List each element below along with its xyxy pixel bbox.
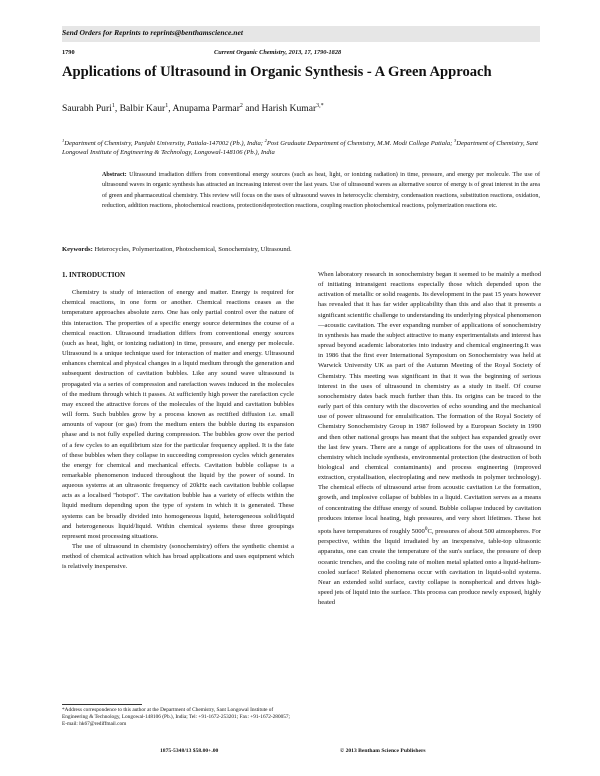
intro-paragraph-1: Chemistry is study of interaction of energy and matter. Energy is required for chemical reactions, in one form or another. Chemical reactions ceases as the temperature approaches absolute zero. One has only partial control over the nature of this interaction. The properties of a specific energy source determines the course of a chemical reaction. Ultrasound irradiation differs from conventional energy sources (such as heat, light, or ionizing radiation) in time, pressure, and energy per molecule. Ultrasound is a unique technique used for interaction of matter and energy. Ultrasound enhances chemical and physical changes in a liquid medium through the generation and subsequent destruction of cavitation bubbles. Like any sound wave ultrasound is propagated via a series of compression and rarefaction waves induced in the molecules of the medium through which it passes. At sufficiently high power the rarefaction cycle may exceed the attractive forces of the molecules of the liquid and cavitation bubbles will form. Such bubbles grow by a process known as rectified diffusion i.e. small amounts of vapour (or gas) from the medium enters the bubble during its expansion phase and is not fully expelled during compression. The bubbles grow over the period of a few cycles to an equilibrium size for the particular frequency applied. It is the fate of these bubbles when they collapse in succeeding compression cycles which generates the energy for chemical and mechanical effects. Cavitation bubble collapse is a remarkable phenomenon induced throughout the liquid by the power of sound. In aqueous systems at an ultrasonic frequency of 20kHz each cavitation bubble collapse acts as a localised "hotspot". The cavitation bubble has a variety of effects within the liquid medium depending upon the type of system in which it is generated. These systems can be broadly divided into homogeneous liquid, heterogeneous solid/liquid and heterogeneous liquid/liquid. Within chemical systems these three groupings represent most processing situations.: [62, 289, 294, 540]
journal-citation: Current Organic Chemistry, 2013, 17, 1790-1828: [214, 49, 342, 56]
author-name: Harish Kumar: [261, 103, 317, 115]
author-affil-mark: 3,*: [316, 103, 324, 109]
keywords-text: Heterocycles, Polymerization, Photochemical, Sonochemistry, Ultrasound.: [94, 246, 292, 253]
keywords-label: Keywords:: [62, 246, 93, 253]
left-column: [62, 270, 294, 573]
author-list: Saurabh Puri$^1$, Balbir Kaur$^1$, Anupama Parmar$^2$ and Harish Kumar$^{3,*}$: [62, 103, 324, 115]
affil-text: Post Graduate Department of Chemistry, M.M. Modi College Patiala;: [266, 140, 455, 148]
issn-price: 1875-5348/13 $58.00+.00: [160, 748, 219, 754]
degree-mark: 0: [424, 525, 428, 532]
section-heading: 1. INTRODUCTION: [62, 271, 126, 279]
affil-text: Department of Chemistry, Punjabi University, Patiala-147002 (Pb.), India;: [64, 140, 265, 148]
affil-text: Department of Chemistry, Sant Longowal Institute of Engineering & Technology, Longowal-148106 (Pb.), India: [62, 140, 538, 157]
author-name: Saurabh Puri: [62, 103, 112, 115]
author-affil-mark: 1: [111, 103, 115, 109]
paragraph-text: C, pressures of about 500 atmospheres. For perspective, within the liquid irradiated by an inexpensive, table-top ultrasonic apparatus, one can create the temperature of the sun's surface, the pressure of deep oceanic trenches, and the cooling rate of molten metal splatted onto a liquid-helium-cooled surface! Related phenomena occur with cavitation in liquid-solid systems. Near an extended solid surface, cavity collapse is nonspherical and drives high-speed jets of liquid into the surface. This process can produce newly exposed, highly heated: [318, 528, 541, 607]
page-footer: [160, 748, 540, 754]
affil-mark: 3: [454, 138, 457, 143]
right-column: [318, 270, 541, 608]
correspondence-footnote: *Address correspondence to this author at the Department of Chemistry, Sant Longowal Institute of Engineering & Technology, Longowal-148106 (Pb.), India; Tel: +91-1672-253201; Fax: +91-1672-280057; E-mail: hk67@rediffmail.com: [62, 707, 291, 727]
affil-mark: 1: [62, 138, 65, 143]
author-name: Anupama Parmar: [172, 103, 240, 115]
keywords: [62, 246, 540, 253]
reprints-bar: [62, 26, 540, 42]
footnote-divider: [62, 704, 142, 705]
page-number: 1790: [62, 49, 75, 56]
article-title: Applications of Ultrasound in Organic Synthesis - A Green Approach: [62, 64, 492, 80]
copyright: © 2013 Bentham Science Publishers: [340, 748, 426, 754]
author-name: Balbir Kaur: [119, 103, 166, 115]
affil-mark: 2: [264, 138, 267, 143]
abstract: [102, 170, 540, 212]
author-affil-mark: 2: [239, 103, 243, 109]
intro-paragraph-3: [318, 270, 541, 608]
intro-paragraph-2: The use of ultrasound in chemistry (sonochemistry) offers the synthetic chemist a method of chemical activation which has broad applications and uses equipment which is relatively inexpensive.: [62, 543, 294, 571]
author-affil-mark: 1: [165, 103, 169, 109]
reprints-text: Send Orders for Reprints to reprints@benthamscience.net: [62, 28, 243, 37]
abstract-text: Ultrasound irradiation differs from conventional energy sources (such as heat, light, or ionizing radiation) in time, pressure, and energy per molecule. The use of ultrasound waves in organic synthesis has attracted an increasing interest over the last years. Use of ultrasound waves as alternative source of energy is of great interest in the area of green and pharmaceutical chemistry. This review will focus on the uses of ultrasound waves in heterocyclic chemistry, condensation reactions, substitution reactions, oxidation, reduction, addition reactions, photochemical reactions, protection/deprotection reactions, coupling reaction photochemical reactions, polymerization reactions etc.: [102, 172, 540, 210]
abstract-label: Abstract:: [102, 172, 127, 178]
affiliations: [62, 136, 540, 157]
running-header: [62, 49, 540, 56]
paragraph-text: When laboratory research in sonochemistry began it seemed to be mainly a method of initiating intransigent reactions especially those which depended upon the activation of metallic or solid reagents. Its development in the past 15 years however has revealed that it has far wider applicability than this and also that it presents a significant scientific challenge to understanding its underlying physical phenomenon—acoustic cavitation. The ever expanding number of applications of sonochemistry in synthesis has made the subject attractive to many experimentalists and interest has spread beyond academic laboratories into industry and chemical engineering.It was in 1986 that the first ever International Symposium on Sonochemistry was held at Warwick University UK as part of the Autumn Meeting of the Royal Society of Chemistry. This meeting was significant in that it was the beginning of serious interest in the uses of ultrasound in chemistry as a study in itself. Of course sonochemistry dates back much further than this. Its origins can be traced to the early part of this century with the discoveries of echo sounding and the mechanical use of power ultrasound for emulsification. The formation of the Royal Society of Chemistry Sonochemistry Group in 1987 followed by a European Society in 1990 and then other national groups has meant that the subject has expanded greatly over the last few years. There are a range of applications for the uses of ultrasound in chemistry which include synthesis, environmental protection (the destruction of both biological and chemical contaminants) and process engineering (improved extraction, crystallisation, electroplating and new methods in polymer technology). The chemical effects of ultrasound arise from acoustic cavitation i.e the formation, growth, and implosive collapse of bubbles in a liquid. Cavitation serves as a means of concentrating the diffuse energy of sound. Bubble collapse induced by cavitation produces intense local heating, high pressures, and very short lifetimes. These hot spots have temperatures of roughly 5000: [318, 271, 541, 536]
